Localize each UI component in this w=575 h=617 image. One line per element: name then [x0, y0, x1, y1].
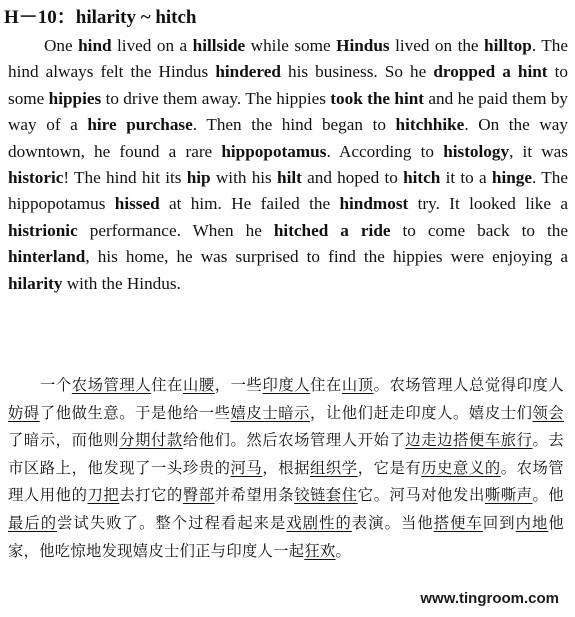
- keyword: hip: [186, 168, 211, 188]
- text-run: with his: [210, 168, 278, 188]
- english-paragraph: [8, 33, 568, 297]
- text-run: 一个: [40, 376, 72, 394]
- text-run: performance. When he: [77, 220, 274, 240]
- text-run: lived on a: [111, 36, 193, 55]
- text-run: . The hippopotamus: [8, 168, 568, 214]
- text-run: . Then the hind began to: [192, 115, 396, 135]
- keyword-translation: 历史意义的: [421, 458, 501, 477]
- text-run: ，它是有: [357, 458, 422, 477]
- keyword-translation: 暗示: [278, 403, 310, 422]
- keyword-translation: 刀把: [87, 486, 120, 505]
- text-run: 并希望用条: [214, 486, 295, 505]
- text-run: 回到: [482, 513, 516, 532]
- keyword-translation: 分期付款: [119, 431, 183, 450]
- text-run: while some: [245, 36, 337, 55]
- keyword-translation: 边走边搭便车旅行: [405, 431, 533, 450]
- text-run: with the Hindus.: [62, 273, 181, 293]
- keyword-translation: 铰链: [294, 486, 326, 505]
- keyword: hitchhike: [395, 115, 465, 135]
- text-run: ，根据: [262, 458, 310, 477]
- text-run: . On the way downtown, he found a rare: [8, 115, 569, 161]
- keyword: hippopotamus: [221, 141, 327, 161]
- text-run: to drive them away. The hippies: [101, 88, 331, 108]
- lesson-heading: H－10：hilarity ~ hitch: [4, 7, 197, 28]
- text-run: to come back to the: [390, 220, 568, 240]
- keyword: hilt: [277, 168, 302, 188]
- keyword-translation: 河马: [230, 458, 263, 477]
- text-run: it to a: [440, 168, 492, 188]
- text-run: and hoped to: [301, 168, 404, 188]
- text-run: 住在: [151, 376, 183, 394]
- keyword-translation: 套住: [325, 486, 358, 505]
- keyword: hippies: [48, 88, 102, 108]
- text-run: 。去市区路上，他发现了一头珍贵的: [8, 431, 565, 477]
- keyword-translation: 内地: [515, 513, 549, 532]
- keyword: hindered: [215, 62, 281, 82]
- keyword: hissed: [114, 194, 160, 214]
- text-run: 了暗示，而他则: [8, 431, 120, 450]
- keyword: dropped a hint: [433, 62, 548, 82]
- text-run: lived on the: [389, 36, 485, 55]
- text-run: 它。河马对他发出: [357, 486, 485, 505]
- text-run: 给他们。然后农场管理人开始了: [182, 431, 406, 450]
- keyword-translation: 领会: [532, 403, 565, 422]
- keyword: hind: [78, 36, 112, 55]
- text-run: ，让他们赶走印度人。嬉皮士们: [310, 403, 533, 422]
- text-run: 尝试失败了。整个过程看起来是: [57, 513, 287, 532]
- text-run: at him. He failed the: [159, 194, 340, 214]
- keyword: hillside: [192, 36, 246, 55]
- text-run: 。农场管理人用他的: [8, 458, 565, 505]
- text-run: 。: [335, 541, 352, 560]
- text-run: 他家，他吃惊地发现嬉皮士们正与印度人一起: [8, 513, 564, 560]
- keyword-translation: 组织学: [310, 458, 358, 477]
- chinese-paragraph: [8, 372, 564, 565]
- keyword: hinge: [491, 168, 533, 188]
- text-run: One: [44, 36, 79, 55]
- keyword: Hindus: [336, 36, 390, 55]
- watermark: www.tingroom.com: [420, 590, 559, 607]
- text-run: , it was: [509, 141, 568, 161]
- text-run: his business. So he: [280, 62, 434, 82]
- text-run: ! The hind hit its: [63, 168, 187, 188]
- keyword: hilltop: [484, 36, 532, 55]
- keyword: historic: [8, 168, 64, 188]
- text-run: 了他做生意。于是他给一些: [39, 403, 231, 422]
- keyword-translation: 臀部: [182, 486, 215, 505]
- keyword: hitch: [403, 168, 441, 188]
- keyword-translation: 最后的: [8, 513, 58, 532]
- text-run: and he paid them by way of a: [8, 88, 569, 135]
- keyword-translation: 戏剧性的: [286, 513, 352, 532]
- keyword-translation: 山腰: [183, 376, 215, 394]
- text-run: 。他: [532, 486, 565, 505]
- keyword: hindmost: [339, 194, 409, 214]
- keyword: hilarity: [8, 273, 63, 293]
- keyword: hinterland: [8, 247, 86, 267]
- text-run: try. It looked like a: [408, 194, 568, 214]
- text-run: to some: [8, 62, 568, 108]
- text-run: , his home, he was surprised to find the hippies were enjoying a: [85, 247, 568, 267]
- text-run: 住在: [310, 376, 342, 394]
- text-run: 表演。当他: [351, 513, 434, 532]
- keyword: histology: [443, 141, 510, 161]
- text-run: 。农场管理人总觉得印度人: [373, 376, 564, 394]
- keyword-translation: 嘶嘶声: [484, 486, 533, 505]
- keyword: histrionic: [8, 220, 78, 240]
- text-run: . According to: [326, 141, 444, 161]
- keyword-translation: 妨碍: [8, 403, 40, 422]
- keyword: took the hint: [330, 88, 425, 108]
- keyword-translation: 嬉皮士: [230, 403, 279, 422]
- keyword: hitched a ride: [273, 220, 391, 240]
- keyword-translation: 农场管理人: [71, 376, 152, 394]
- keyword: hire purchase: [87, 115, 193, 135]
- text-run: 去打它的: [119, 486, 183, 505]
- keyword-translation: 搭便车: [433, 513, 483, 532]
- keyword-translation: 山顶: [341, 376, 374, 394]
- text-run: . The hind always felt the Hindus: [8, 36, 568, 82]
- keyword-translation: 印度人: [262, 376, 311, 394]
- text-run: ，一些: [214, 376, 263, 394]
- keyword-translation: 狂欢: [304, 541, 336, 560]
